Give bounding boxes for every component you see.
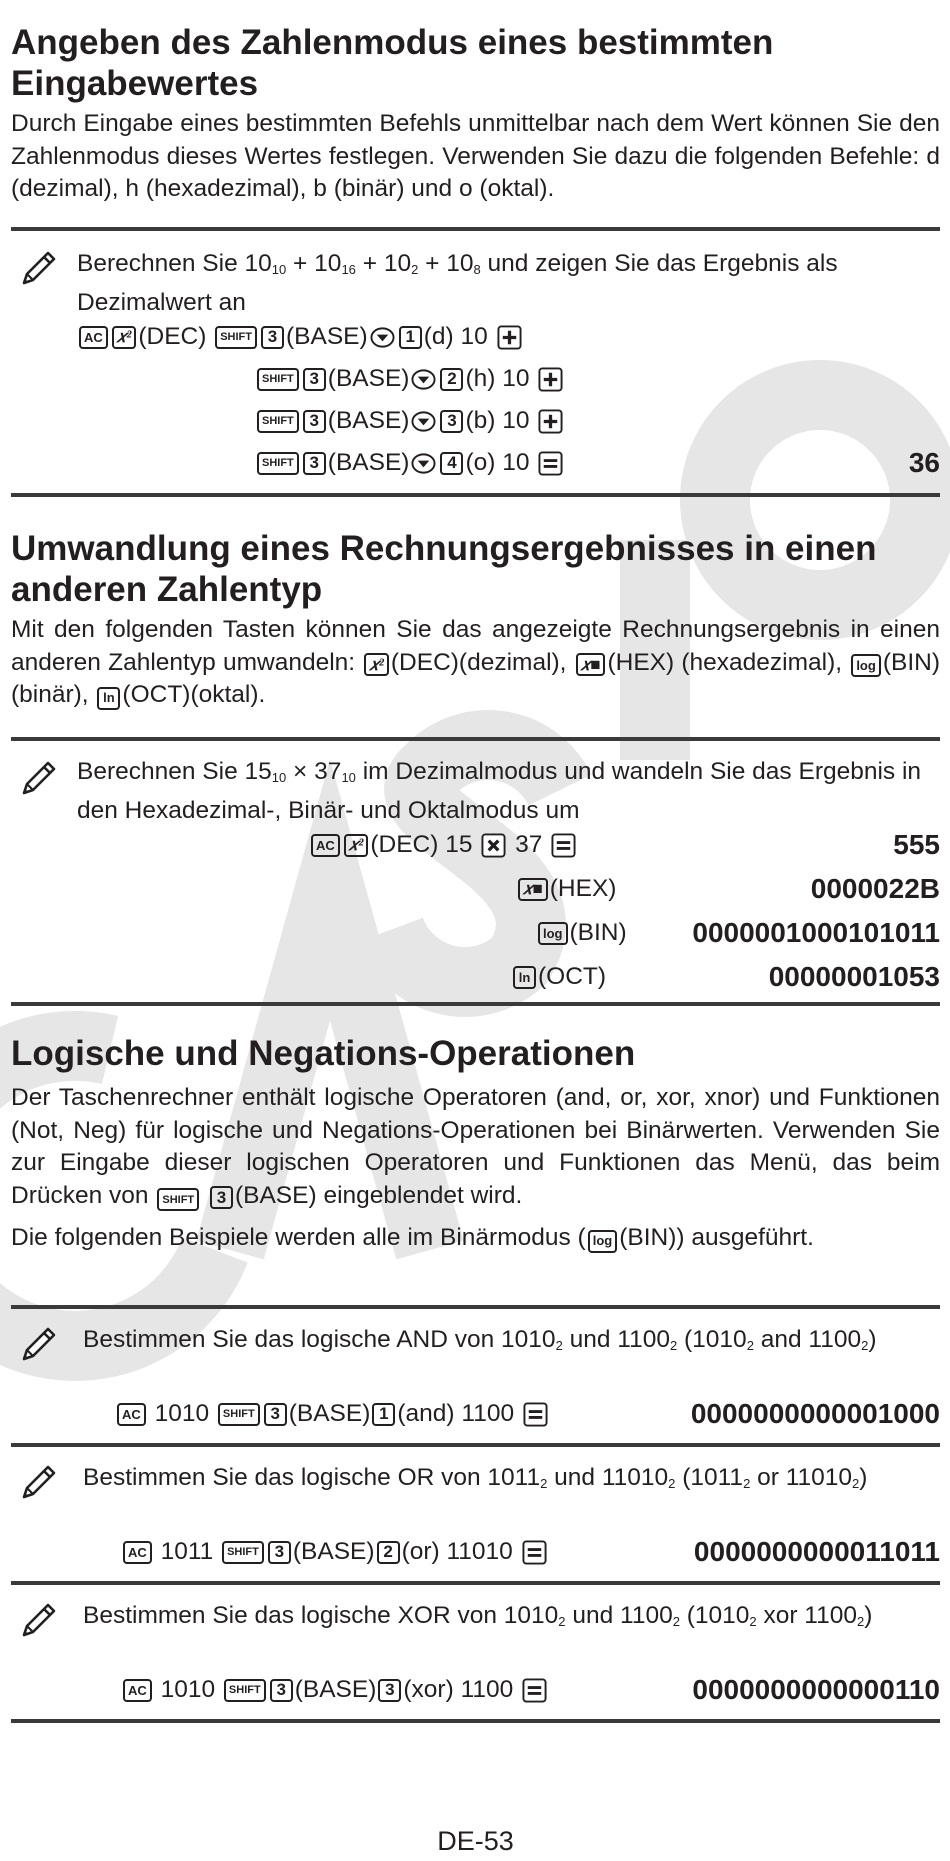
example-box-4	[11, 1443, 940, 1581]
key-sequence-line	[255, 362, 565, 396]
body-text: Die folgenden Beispiele werden alle im Binärmodus (	[11, 1224, 586, 1251]
command-label: (b)	[465, 407, 496, 434]
command-label: (d)	[423, 323, 454, 350]
key-sequence-line	[516, 872, 616, 906]
pencil-icon	[18, 757, 60, 799]
mode-label: (BIN)	[569, 919, 627, 946]
key-3[interactable]: 3	[270, 1679, 293, 1702]
shift-key[interactable]: SHIFT	[257, 368, 299, 391]
plus-key-icon[interactable]	[538, 367, 563, 392]
ac-key[interactable]: AC	[123, 1679, 152, 1702]
log-key[interactable]: log	[588, 1230, 618, 1253]
value: 1100	[460, 1676, 514, 1703]
shift-key[interactable]: SHIFT	[257, 410, 299, 433]
key-sequence-line	[77, 320, 524, 354]
section-conversion	[11, 528, 940, 712]
cursor-down-icon[interactable]	[411, 367, 436, 392]
mode-label: (HEX)	[549, 875, 617, 902]
section-body: Durch Eingabe eines bestimmten Befehls unmittelbar nach dem Wert können Sie den Zahlenmodus dieses Wertes festlegen. Verwenden Sie dazu die folgenden Befehle: d (dezimal), h (hexadezimal), b (binär) und o (oktal).	[11, 110, 940, 202]
example-box-3	[11, 1305, 940, 1443]
value: 10	[502, 365, 530, 392]
shift-key[interactable]: SHIFT	[257, 452, 299, 475]
plus-key-icon[interactable]	[497, 325, 522, 350]
ln-key[interactable]: ln	[97, 687, 120, 710]
shift-key[interactable]: SHIFT	[222, 1541, 264, 1564]
mode-label: (OCT)	[538, 963, 607, 990]
result-value: 555	[893, 829, 940, 860]
key-2[interactable]: 2	[440, 368, 463, 391]
pencil-icon	[18, 247, 60, 289]
operator-label: (and)	[397, 1400, 455, 1427]
x-power-key[interactable]: 𝑥■	[576, 653, 606, 676]
key-3[interactable]: 3	[378, 1679, 401, 1702]
key-sequence-line	[255, 404, 565, 438]
page-number: DE-53	[437, 1826, 514, 1856]
equals-key-icon[interactable]	[551, 833, 576, 858]
x-squared-key[interactable]: 𝑥²	[364, 653, 389, 676]
example-box-1	[11, 227, 940, 497]
body-text: Der Taschenrechner enthält logische Operatoren (and, or, xor, xnor) und Funktionen (Not, Neg) für logische und Negations-Operationen bei Binärwerten. Verwenden Sie zur Eingabe dieser logischen Operatoren und Funktionen das Menü, das beim Drücken von	[11, 1084, 940, 1209]
command-label: (o)	[465, 449, 496, 476]
ln-key[interactable]: ln	[513, 966, 536, 989]
shift-key[interactable]: SHIFT	[215, 326, 257, 349]
pencil-icon	[18, 1599, 60, 1641]
shift-key[interactable]: SHIFT	[218, 1403, 260, 1426]
section-body	[11, 1082, 940, 1212]
value: 10	[502, 449, 530, 476]
section-heading: Logische und Negations-Operationen	[11, 1034, 636, 1073]
plus-key-icon[interactable]	[538, 409, 563, 434]
key-sequence-line	[121, 1535, 549, 1569]
value: 11010	[446, 1538, 513, 1565]
ac-key[interactable]: AC	[123, 1541, 152, 1564]
key-4[interactable]: 4	[440, 452, 463, 475]
key-3[interactable]: 3	[210, 1186, 233, 1209]
result-value: 0000000000000110	[692, 1674, 940, 1705]
ac-key[interactable]: AC	[117, 1403, 146, 1426]
ac-key[interactable]: AC	[79, 326, 108, 349]
key-3[interactable]: 3	[440, 410, 463, 433]
shift-key[interactable]: SHIFT	[224, 1679, 266, 1702]
x-squared-key[interactable]: 𝑥²	[344, 834, 369, 857]
key-3[interactable]: 3	[303, 368, 326, 391]
equals-key-icon[interactable]	[538, 451, 563, 476]
x-power-key[interactable]: 𝑥■	[518, 878, 548, 901]
section-heading: Angeben des Zahlenmodus eines bestimmten Eingabewertes	[11, 23, 774, 103]
example-text: Bestimmen Sie das logische OR von $1011_2$ und $11010_2$ ($1011_2$ or $11010_2$)	[83, 1464, 868, 1491]
base-label: (BASE)	[294, 1676, 377, 1703]
key-sequence-line	[511, 960, 606, 994]
example-text: Bestimmen Sie das logische XOR von $1010_2$ und $1100_2$ ($1010_2$ xor $1100_2$)	[83, 1602, 873, 1629]
base-label: (BASE)	[288, 1400, 371, 1427]
dec-label: (DEC)	[370, 831, 439, 858]
key-sequence-line	[121, 1673, 549, 1707]
value: 10	[502, 407, 530, 434]
key-1[interactable]: 1	[372, 1403, 395, 1426]
equals-key-icon[interactable]	[523, 1402, 548, 1427]
dec-label: (DEC)	[138, 323, 207, 350]
key-3[interactable]: 3	[303, 410, 326, 433]
base-label: (BASE)	[327, 449, 410, 476]
oct-text: (OCT)(oktal).	[122, 681, 266, 708]
bin-text: (BIN) (binär),	[11, 648, 940, 708]
cursor-down-icon[interactable]	[411, 409, 436, 434]
pencil-icon	[18, 1323, 60, 1365]
key-3[interactable]: 3	[303, 452, 326, 475]
x-squared-key[interactable]: 𝑥²	[112, 326, 137, 349]
log-key[interactable]: log	[851, 654, 881, 677]
result-value: 0000000000011011	[693, 1536, 940, 1567]
operator-label: (or)	[401, 1538, 440, 1565]
key-sequence-line	[536, 916, 627, 950]
result-value: 0000001000101011	[692, 917, 940, 948]
command-label: (h)	[465, 365, 496, 392]
key-3[interactable]: 3	[264, 1403, 287, 1426]
base-label: (BASE)	[292, 1538, 375, 1565]
cursor-down-icon[interactable]	[411, 451, 436, 476]
cursor-down-icon[interactable]	[370, 325, 395, 350]
key-sequence-line	[115, 1397, 550, 1431]
key-1[interactable]: 1	[399, 326, 422, 349]
result-value: 36	[908, 447, 940, 478]
section-body	[11, 614, 940, 712]
section-number-mode	[11, 22, 940, 206]
value: 1010	[160, 1676, 216, 1703]
value: 1100	[461, 1400, 515, 1427]
section-logic	[11, 1033, 940, 1255]
base-label: (BASE)	[327, 407, 410, 434]
body-text: (BIN)) ausgeführt.	[619, 1224, 814, 1251]
value: 1010	[154, 1400, 210, 1427]
section-heading: Umwandlung eines Rechnungsergebnisses in einen anderen Zahlentyp	[11, 529, 877, 609]
base-label: (BASE)	[286, 323, 368, 350]
value: 10	[460, 323, 488, 350]
manual-page	[11, 0, 940, 1861]
log-key[interactable]: log	[538, 922, 568, 945]
section-body-2	[11, 1222, 940, 1255]
value: 37	[515, 831, 543, 858]
example-box-5	[11, 1581, 940, 1723]
multiply-key-icon[interactable]	[481, 833, 506, 858]
base-label: (BASE)	[327, 365, 410, 392]
pencil-icon	[18, 1461, 60, 1503]
ac-key[interactable]: AC	[311, 834, 340, 857]
example-text: Berechnen Sie $10_{10} + 10_{16} + 10_2 + 10_8$ und zeigen Sie das Ergebnis als Dezimalwert an	[77, 250, 838, 316]
example-text: Bestimmen Sie das logische AND von $1010_2$ und $1100_2$ ($1010_2$ and $1100_2$)	[83, 1326, 877, 1353]
key-sequence-line	[309, 828, 578, 862]
result-value: 0000000000001000	[690, 1398, 940, 1429]
hex-text: (HEX) (hexadezimal),	[607, 648, 843, 676]
result-value: 0000022B	[810, 873, 940, 904]
body-text: Mit den folgenden Tasten können Sie das angezeigte Rechnungsergebnis in einen anderen Zahlentyp umwandeln:	[11, 616, 940, 676]
value: 1011	[160, 1538, 214, 1565]
equals-key-icon[interactable]	[522, 1540, 547, 1565]
example-text: Berechnen Sie $15_{10} \times 37_{10}$ im Dezimalmodus und wandeln Sie das Ergebnis in den Hexadezimal-, Binär- und Oktalmodus um	[77, 758, 922, 824]
key-2[interactable]: 2	[377, 1541, 400, 1564]
body-text: (BASE) eingeblendet wird.	[234, 1181, 523, 1209]
key-3[interactable]: 3	[261, 326, 284, 349]
dec-text: (DEC)(dezimal),	[390, 648, 567, 676]
operator-label: (xor)	[403, 1676, 454, 1703]
key-3[interactable]: 3	[268, 1541, 291, 1564]
value: 15	[445, 831, 473, 858]
equals-key-icon[interactable]	[522, 1678, 547, 1703]
shift-key[interactable]: SHIFT	[157, 1188, 199, 1211]
key-sequence-line	[255, 446, 565, 480]
example-box-2	[11, 737, 940, 1006]
result-value: 00000001053	[768, 961, 940, 992]
